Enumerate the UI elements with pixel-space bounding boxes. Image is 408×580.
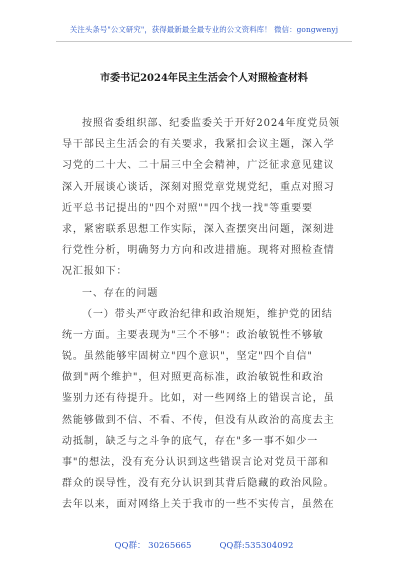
paragraph-line: 按照省委组织部、纪委监委关于开好2024年度党员领 [82,118,340,129]
paragraph-line: 行党性分析，明确努力方向和改进措施。现将对照检查情 [62,245,335,257]
paragraph-line: 锐。虽然能够牢固树立"四个意识"，坚定"四个自信" [62,351,313,363]
paragraph-line: 导干部民主生活会的有关要求，我紧扣会议主题，深入学 [62,139,335,151]
header-divider [56,41,352,42]
paragraph-line: 动抵制，缺乏与之斗争的底气，存在"多一事不如少一 [62,435,319,447]
paragraph-line: （一）带头严守政治纪律和政治规矩，维护党的团结 [82,308,333,320]
contact-footer [0,539,408,551]
paragraph-line: 然能够做到不信、不看、不传，但没有从政治的高度去主 [62,414,335,426]
paragraph-line: 习党的二十大、二十届三中全会精神，广泛征求意见建议 [62,160,335,172]
paragraph-line: 统一方面。主要表现为"三个不够"：政治敏锐性不够敏 [62,329,324,341]
paragraph-line: 事"的想法，没有充分认识到这些错误言论对党员干部和 [62,457,330,468]
promo-header: 关注头条号"公文研究"，获得最新最全最专业的公文资料库！ 微信：gongwenyj [69,25,339,34]
paragraph-line: 群众的误导性，没有充分认识到其背后隐藏的政治风险。 [62,478,335,490]
section-heading: 一、存在的问题 [82,287,159,299]
paragraph-line: 求，紧密联系思想工作实际，深入查摆突出问题，深刻进 [62,223,335,235]
paragraph-line: 况汇报如下： [62,266,128,278]
paragraph-line: 去年以来，面对网络上关于我市的一些不实传言，虽然在 [62,499,335,511]
qq-group-2: QQ群:535304092 [219,541,294,551]
document-body [62,113,352,516]
qq-group-1: QQ群： 30265665 [114,541,192,551]
document-title: 市委书记2024年民主生活会个人对照检查材料 [100,73,308,84]
paragraph-line: 近平总书记提出的"四个对照""四个找一找"等重要要 [62,202,313,214]
paragraph-line: 深入开展谈心谈话，深刻对照党章党规党纪，重点对照习 [62,181,335,193]
paragraph-line: 鉴别力还有待提升。比如，对一些网络上的错误言论，虽 [62,393,335,405]
paragraph-line: 做到"两个维护"，但对照更高标准，政治敏锐性和政治 [62,372,324,384]
